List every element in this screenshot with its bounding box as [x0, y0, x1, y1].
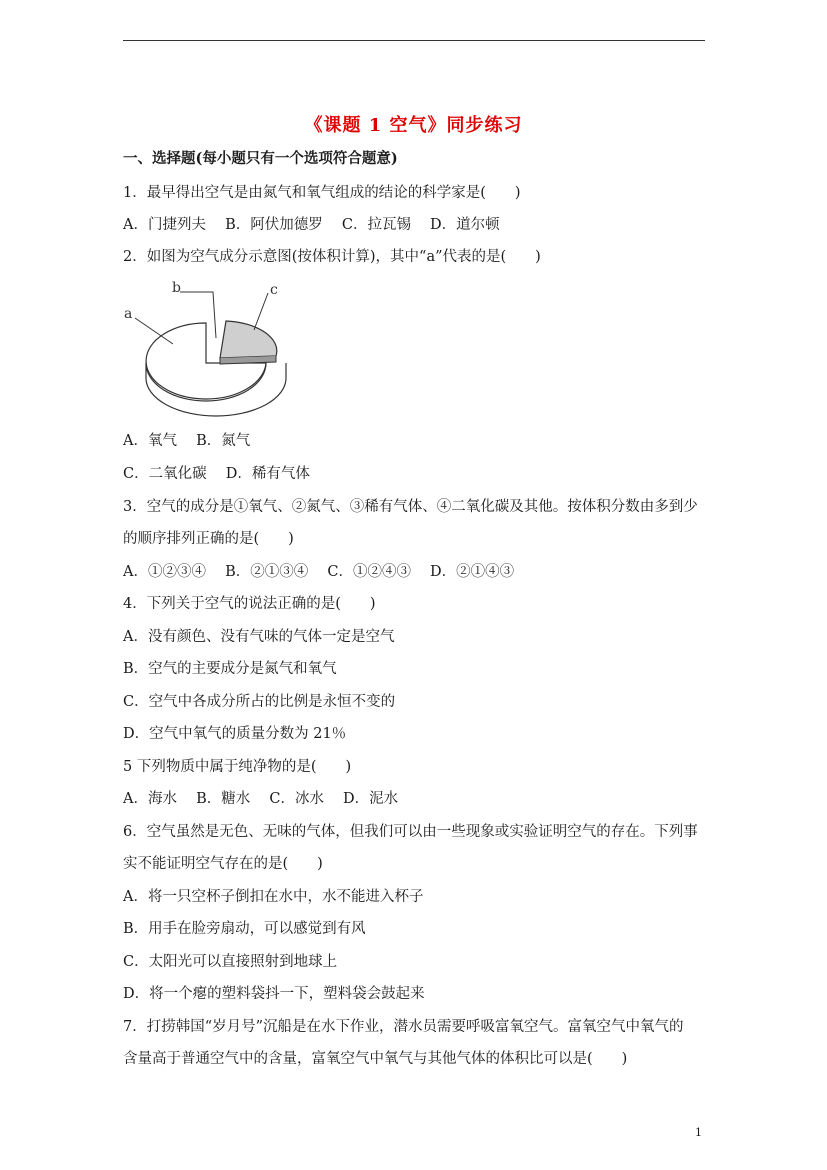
air-composition-pie-figure — [118, 278, 288, 418]
label-c: c — [270, 282, 278, 298]
question-4-option-c: C．空气中各成分所占的比例是永恒不变的 — [123, 694, 396, 710]
question-4-option-a: A．没有颜色、没有气味的气体一定是空气 — [123, 629, 395, 645]
pie-slice-c — [220, 321, 277, 358]
question-5: 5 下列物质中属于纯净物的是( ) — [123, 759, 352, 775]
question-7: 7．打捞韩国“岁月号”沉船是在水下作业，潜水员需要呼吸富氧空气。富氧空气中氧气的 — [123, 1019, 684, 1035]
question-6: 6．空气虽然是无色、无味的气体，但我们可以由一些现象或实验证明空气的存在。下列事 — [123, 824, 698, 840]
question-2: 2．如图为空气成分示意图(按体积计算)，其中“a”代表的是( ) — [123, 249, 541, 265]
question-4: 4．下列关于空气的说法正确的是( ) — [123, 596, 376, 612]
question-6-option-a: A．将一只空杯子倒扣在水中，水不能进入杯子 — [123, 889, 424, 905]
label-a: a — [124, 306, 133, 322]
question-2-options-ab: A．氧气 B．氮气 — [123, 433, 251, 449]
question-6-option-c: C．太阳光可以直接照射到地球上 — [123, 954, 338, 970]
question-7-cont: 含量高于普通空气中的含量，富氧空气中氧气与其他气体的体积比可以是( ) — [123, 1051, 628, 1067]
question-3: 3．空气的成分是①氧气、②氮气、③稀有气体、④二氧化碳及其他。按体积分数由多到少 — [123, 499, 698, 515]
header-rule — [123, 40, 705, 41]
question-3-options: A．①②③④ B．②①③④ C．①②④③ D．②①④③ — [123, 564, 515, 580]
question-5-options: A．海水 B．糖水 C．冰水 D．泥水 — [123, 791, 399, 807]
question-2-options-cd: C．二氧化碳 D．稀有气体 — [123, 466, 310, 482]
question-3-cont: 的顺序排列正确的是( ) — [123, 531, 294, 547]
question-1: 1．最早得出空气是由氮气和氧气组成的结论的科学家是( ) — [123, 185, 521, 201]
question-1-options: A．门捷列夫 B．阿伏加德罗 C．拉瓦锡 D．道尔顿 — [123, 217, 500, 233]
question-4-option-b: B．空气的主要成分是氮气和氧气 — [123, 661, 337, 677]
section-heading: 一、选择题(每小题只有一个选项符合题意) — [123, 150, 398, 167]
question-6-cont: 实不能证明空气存在的是( ) — [123, 856, 323, 872]
question-6-option-b: B．用手在脸旁扇动，可以感觉到有风 — [123, 921, 366, 937]
page-number: 1 — [695, 1126, 702, 1139]
question-4-option-d: D．空气中氧气的质量分数为 21％ — [123, 726, 347, 742]
question-6-option-d: D．将一个瘪的塑料袋抖一下，塑料袋会鼓起来 — [123, 986, 425, 1002]
label-b: b — [172, 280, 181, 296]
page-title: 《课题 1 空气》同步练习 — [304, 115, 523, 136]
